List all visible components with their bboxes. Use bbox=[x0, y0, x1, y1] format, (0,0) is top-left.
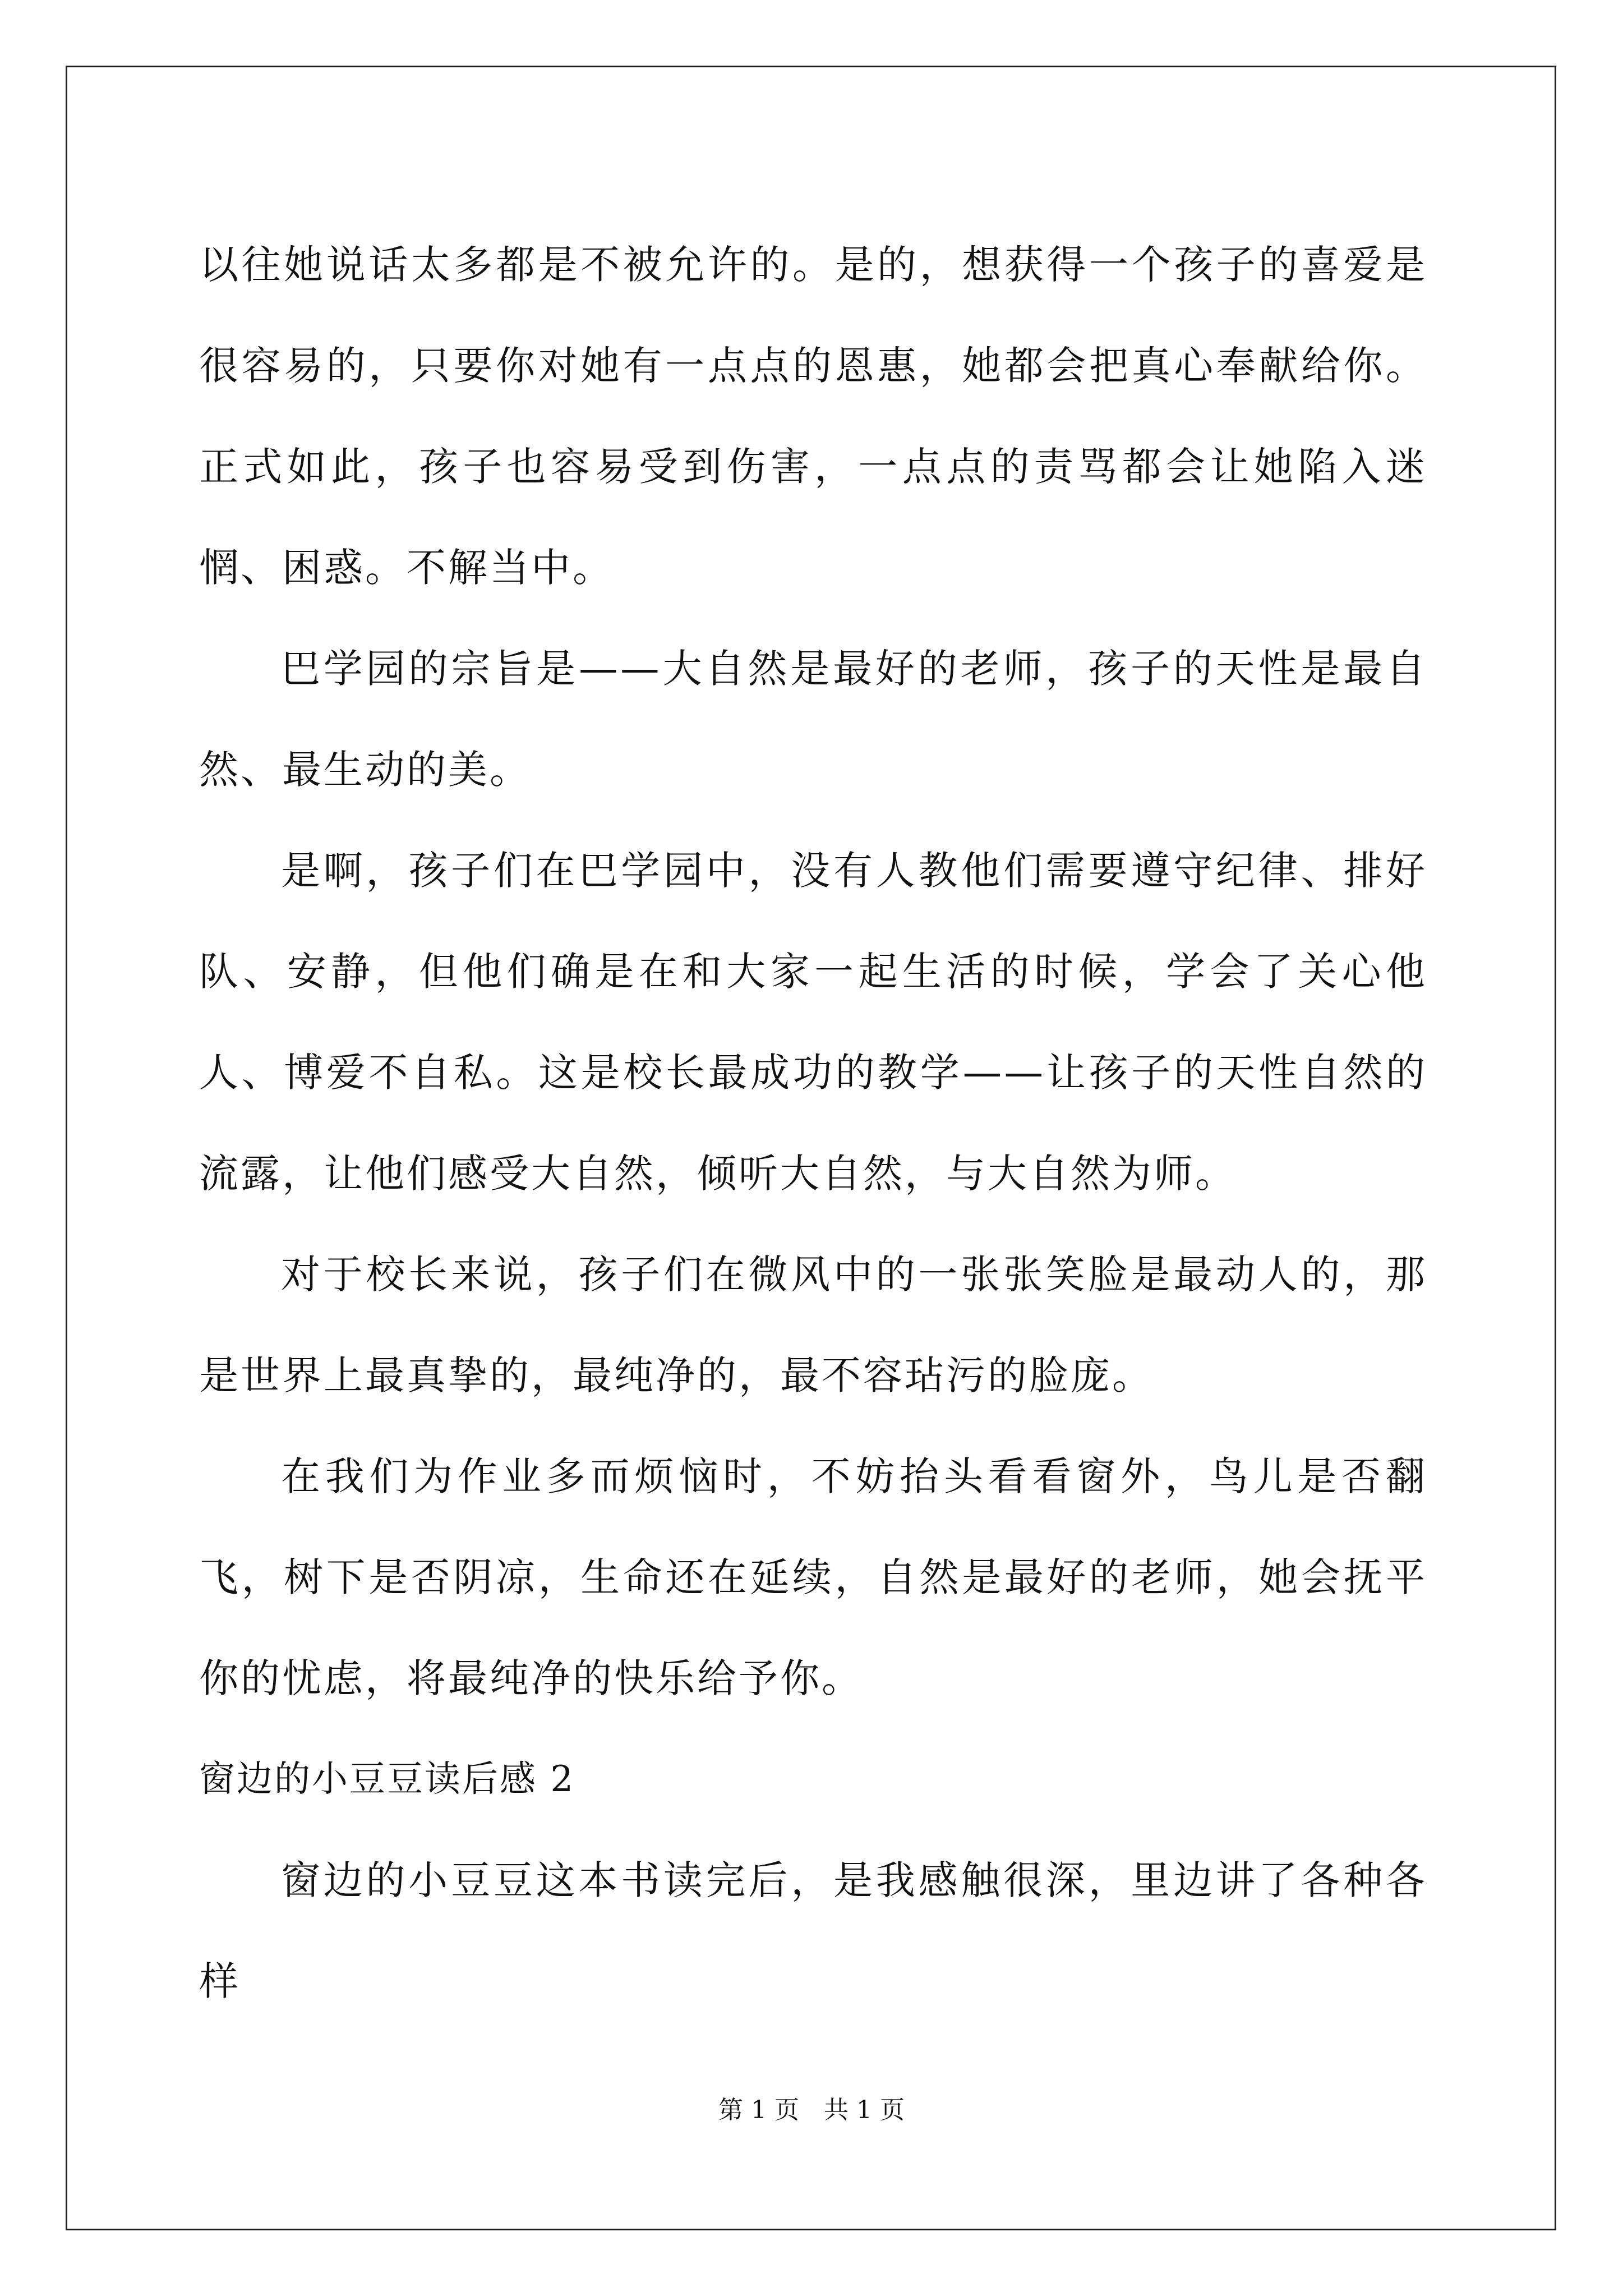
document-body bbox=[199, 214, 1427, 2032]
paragraph-3: 是啊，孩子们在巴学园中，没有人教他们需要遵守纪律、排好队、安静，但他们确是在和大家一起生活的时候，学会了关心他人、博爱不自私。这是校长最成功的教学——让孩子的天性自然的流露，让他们感受大自然，倾听大自然，与大自然为师。 bbox=[199, 848, 1427, 1197]
paragraph-1: 以往她说话太多都是不被允许的。是的，想获得一个孩子的喜爱是很容易的，只要你对她有一点点的恩惠，她都会把真心奉献给你。正式如此，孩子也容易受到伤害，一点点的责骂都会让她陷入迷惘、困惑。不解当中。 bbox=[199, 242, 1427, 591]
paragraph-4: 对于校长来说，孩子们在微风中的一张张笑脸是最动人的，那是世界上最真挚的，最纯净的，最不容玷污的脸庞。 bbox=[199, 1251, 1427, 1398]
page-number-footer: 第 1 页 共 1 页 bbox=[718, 2096, 905, 2124]
paragraph-2: 巴学园的宗旨是——大自然是最好的老师，孩子的天性是最自然、最生动的美。 bbox=[199, 646, 1427, 793]
paragraph-6: 窗边的小豆豆这本书读完后，是我感触很深，里边讲了各种各样 bbox=[199, 1857, 1427, 2004]
paragraph-5: 在我们为作业多而烦恼时，不妨抬头看看窗外，鸟儿是否翻飞，树下是否阴凉，生命还在延续，自然是最好的老师，她会抚平你的忧虑，将最纯净的快乐给予你。 bbox=[199, 1453, 1427, 1701]
section-heading: 窗边的小豆豆读后感 2 bbox=[199, 1759, 575, 1800]
